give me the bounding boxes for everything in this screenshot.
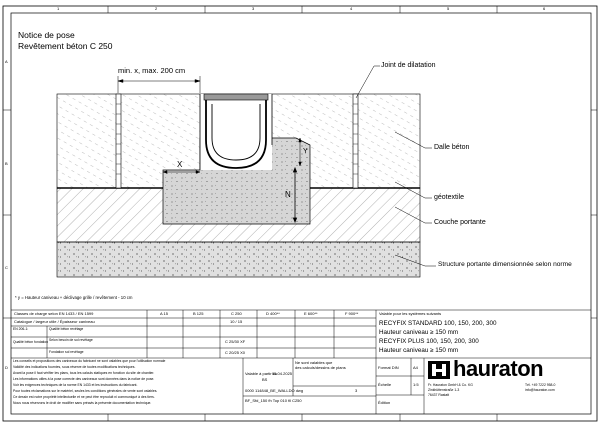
table-header-class: F 900** [345, 311, 359, 316]
company-line: Zinkhüttenstraße 1-3 [428, 388, 460, 392]
table-header-label: Classes de charge selon EN 1433 / EN 1599 [14, 311, 94, 316]
table-header-class: A 15 [160, 311, 169, 316]
frame-letter: C [5, 265, 8, 270]
callout-geotextile: géotextile [434, 194, 464, 201]
table-row-label: Fondation sol revêtage [49, 350, 84, 354]
footer-note: Avant la pose il faut vérifier les plans, tous les calculs statiques en fonction du site de chantier. [13, 371, 155, 375]
callout-dalle: Dalle béton [434, 144, 470, 151]
valid-from-extra: BS [262, 377, 268, 382]
footer-note: Les conseils et propositions des caniveaux du fabricant ne sont valables que pour l'utilisation normale [13, 359, 166, 363]
no-more-label: Ne sont valables que [295, 360, 333, 365]
product-line: Hauteur caniveau ≥ 150 mm [379, 329, 459, 336]
table-header-class: B 125 [193, 311, 204, 316]
frame-number: 3 [252, 6, 255, 11]
substructure-layer [57, 242, 420, 277]
no-more-label: des calculs/dessins de plans [295, 365, 346, 370]
valid-from-date: 01.04.2025 [272, 371, 293, 376]
footer-note: Les informations utiles à la pose correcte des caniveaux sont données dans la notice de pose. [13, 377, 155, 381]
footer-note: Validité des indications fournies, sous réserve de toutes modifications techniques. [13, 365, 136, 369]
table-cell: 10 / 15 [230, 319, 243, 324]
company-line: Fr. Hauraton GmbH & Co. KG [428, 383, 473, 387]
scale-value: 1:5 [413, 382, 419, 387]
contact-line: info@hauraton.com [525, 388, 555, 392]
drawing-number: 0000 114848_BE_WALLDO dwg [245, 388, 304, 393]
edition-label: Édition [378, 400, 391, 405]
frame-number: 1 [57, 6, 60, 11]
table-row-label: Qualité béton fondation [13, 340, 49, 344]
y-label: Y [303, 148, 308, 155]
footer-note: Ce dessin est notre propriété intellectuelle et ne peut être reproduit ni communiqué à des tiers. [13, 395, 155, 399]
frame-number: 6 [543, 6, 546, 11]
format-value: A4 [413, 365, 418, 370]
scale-label: Échelle [378, 382, 392, 387]
frame-number: 2 [155, 6, 158, 11]
valid-for-label: Valable pour les systèmes suivants [379, 311, 442, 316]
table-header-class: E 600** [304, 311, 318, 316]
table-row-label: EN 206-1: [13, 327, 29, 331]
callout-structure: Structure portante dimensionnée selon norme [438, 261, 572, 268]
contact-line: Tél. +49 7222 958-0 [525, 383, 556, 387]
n-label: N [285, 190, 291, 199]
frame-number: 4 [350, 6, 353, 11]
brand-name: hauraton [453, 356, 544, 381]
product-line: RECYFIX STANDARD 100, 150, 200, 300 [379, 320, 497, 327]
grate [204, 94, 268, 100]
frame-letter: D [5, 365, 8, 370]
table-row-label: Selon besoin de sol revêtage [49, 338, 93, 342]
sheet-number: 3 [355, 388, 358, 393]
frame-number: 5 [447, 6, 450, 11]
format-label: Format DIN [378, 365, 399, 370]
table-row-label: Qualité béton revêtage [49, 327, 84, 331]
table-row-label: Catalogue / largeur utile / Épaisseur caniveau [14, 319, 95, 324]
drainage-channel [206, 97, 266, 168]
product-line: Hauteur caniveau ≥ 150 mm [379, 347, 459, 354]
company-line: 76437 Rastatt [428, 393, 450, 397]
x-label: X [177, 160, 183, 169]
drawing-title: Notice de pose [18, 30, 75, 40]
callout-couche: Couche portante [434, 219, 486, 226]
table-cell: C 20/25 X0 [225, 350, 246, 355]
callout-joint: Joint de dilatation [381, 62, 436, 69]
frame-letter: B [5, 161, 8, 166]
drawing-subtitle: Revêtement béton C 250 [18, 41, 113, 51]
dimension-label: min. x, max. 200 cm [118, 66, 186, 75]
drawing-description: BF_Sfd_150 fh Top 010 fil C250 [245, 398, 302, 403]
frame-letter: A [5, 59, 8, 64]
footer-note: Voir les exigences techniques de la norme EN 1433 et les instructions du fabricant. [13, 383, 138, 387]
hauraton-logo-emblem [428, 361, 450, 379]
product-line: RECYFIX PLUS 100, 150, 200, 300 [379, 338, 479, 345]
table-cell: C 25/30 XF [225, 339, 246, 344]
valid-from-label: Valable à partir du [245, 371, 278, 376]
table-header-class: C 250 [231, 311, 242, 316]
footer-note: Pour toutes réclamations sur le matériel, seules les conditions générales de vente sont valables. [13, 389, 158, 393]
table-header-class: D 400** [266, 311, 280, 316]
footnote: * y = Hauteur caniveau + déclivage grille / revêtement - 10 cm [15, 295, 133, 300]
footer-note: Nous nous réservons le droit de modifier sans préavis la présente documentation technique. [13, 401, 152, 405]
